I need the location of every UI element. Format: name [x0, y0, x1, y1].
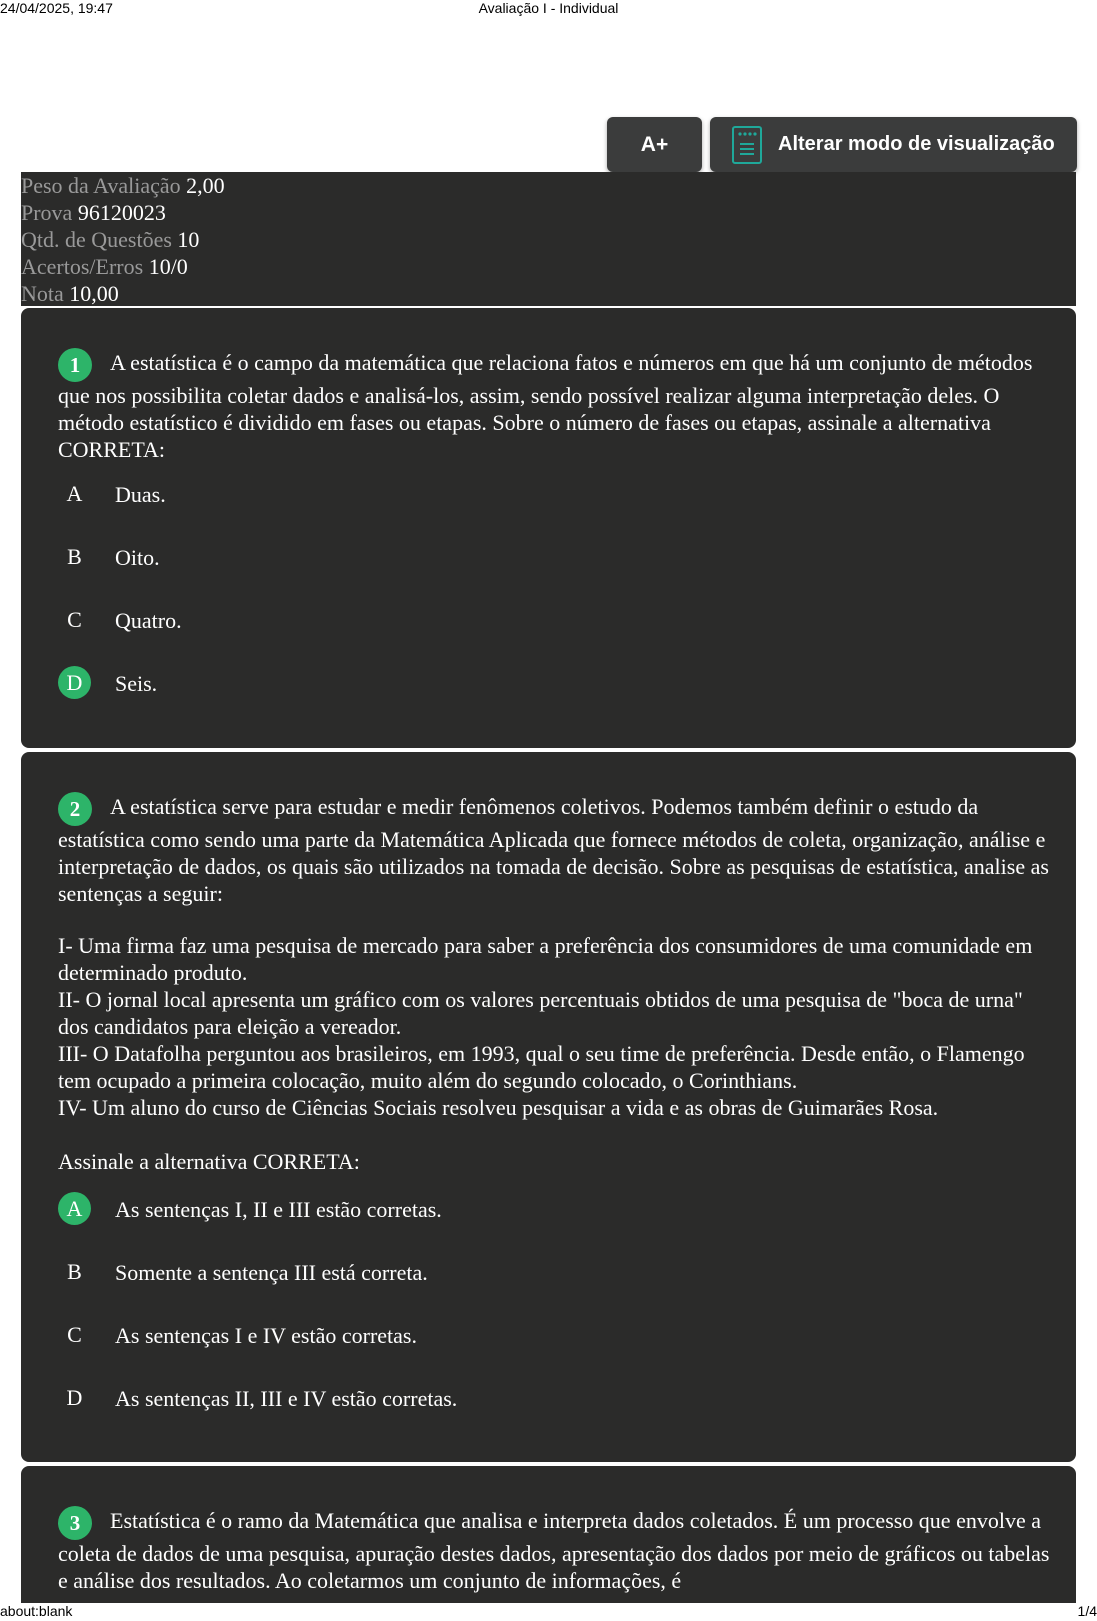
print-url: about:blank [0, 1603, 73, 1619]
alternative-text: As sentenças I e IV estão corretas. [115, 1323, 417, 1348]
exam-summary [21, 172, 1076, 306]
summary-value: 10,00 [69, 281, 119, 306]
summary-row [21, 280, 1076, 307]
font-size-button[interactable]: A+ [607, 117, 702, 172]
summary-row [21, 172, 1076, 199]
correct-alternative-letter: A [58, 1192, 91, 1225]
question-prompt: Assinale a alternativa CORRETA: [58, 1149, 360, 1174]
summary-row [21, 253, 1076, 280]
statement-item: IV- Um aluno do curso de Ciências Sociais resolveu pesquisar a vida e as obras de Guimarães Rosa. [58, 1095, 939, 1120]
summary-row [21, 226, 1076, 253]
alternative-text: As sentenças II, III e IV estão corretas. [115, 1386, 458, 1411]
question-text [58, 792, 1053, 907]
alternative-letter: A [66, 481, 83, 506]
view-mode-button[interactable] [710, 117, 1077, 172]
alternative-text: Duas. [115, 482, 166, 507]
correct-alternative-letter: D [58, 666, 91, 699]
alternative-text: Seis. [115, 671, 158, 696]
question-number-badge: 3 [58, 1506, 92, 1540]
summary-label: Qtd. de Questões [21, 227, 172, 252]
summary-label: Nota [21, 281, 64, 306]
statement-item: I- Uma firma faz uma pesquisa de mercado para saber a preferência dos consumidores de uma comunidade em determinado produto. [58, 933, 1033, 985]
question-statement: A estatística é o campo da matemática que relaciona fatos e números em que há um conjunto de métodos que nos possibilita coletar dados e analisá-los, assim, sendo possível realizar alguma interpretação deles. O método estatístico é dividido em fases ou etapas. Sobre o número de fases ou etapas, assinale a alternativa CORRETA: [58, 350, 1033, 462]
question-card [21, 752, 1076, 1462]
print-header [0, 0, 1097, 18]
statement-item: II- O jornal local apresenta um gráfico com os valores percentuais obtidos de uma pesquisa de "boca de urna" dos candidatos para eleição a vereador. [58, 987, 1023, 1039]
alternative-text: As sentenças I, II e III estão corretas. [115, 1197, 442, 1222]
view-mode-label: Alterar modo de visualização [778, 133, 1055, 155]
document-view-icon [732, 126, 762, 164]
print-datetime: 24/04/2025, 19:47 [0, 0, 113, 16]
summary-label: Prova [21, 200, 73, 225]
statement-item: III- O Datafolha perguntou aos brasileiros, em 1993, qual o seu time de preferência. Desde então, o Flamengo tem ocupado a primeira colocação, muito além do segundo colocado, o Corinthians. [58, 1041, 1025, 1093]
summary-value: 96120023 [77, 200, 166, 225]
question-statement: A estatística serve para estudar e medir fenômenos coletivos. Podemos também definir o estudo da estatística como sendo uma parte da Matemática Aplicada que fornece métodos de coleta, organização, análise e interpretação de dados, os quais são utilizados na tomada de decisão. Sobre as pesquisas de estatística, analise as sentenças a seguir: [58, 794, 1049, 906]
alternative-letter: C [67, 1322, 82, 1347]
question-statement: Estatística é o ramo da Matemática que analisa e interpreta dados coletados. É um processo que envolve a coleta de dados de uma pesquisa, apuração destes dados, apresentação dos dados por meio de gráficos ou tabelas e análise dos resultados. Ao coletarmos um conjunto de informações, é [58, 1508, 1050, 1593]
summary-row [21, 199, 1076, 226]
summary-label: Acertos/Erros [21, 254, 144, 279]
alternative-letter: D [66, 1385, 83, 1410]
summary-value: 2,00 [186, 173, 225, 198]
print-page-number: 1/4 [1077, 1603, 1097, 1619]
print-title: Avaliação I - Individual [478, 0, 619, 16]
alternative-text: Quatro. [115, 608, 182, 633]
alternative-letter: B [67, 544, 82, 569]
question-text [58, 1506, 1053, 1594]
alternative-letter: C [67, 607, 82, 632]
question-card [21, 1466, 1076, 1603]
statements-list [58, 932, 1053, 1121]
summary-value: 10/0 [148, 254, 188, 279]
question-card [21, 308, 1076, 748]
question-text [58, 348, 1053, 463]
question-number-badge: 2 [58, 792, 92, 826]
alternative-text: Oito. [115, 545, 160, 570]
alternative-letter: B [67, 1259, 82, 1284]
print-footer [0, 1603, 1097, 1621]
summary-value: 10 [177, 227, 200, 252]
summary-label: Peso da Avaliação [21, 173, 181, 198]
alternative-text: Somente a sentença III está correta. [115, 1260, 428, 1285]
question-number-badge: 1 [58, 348, 92, 382]
